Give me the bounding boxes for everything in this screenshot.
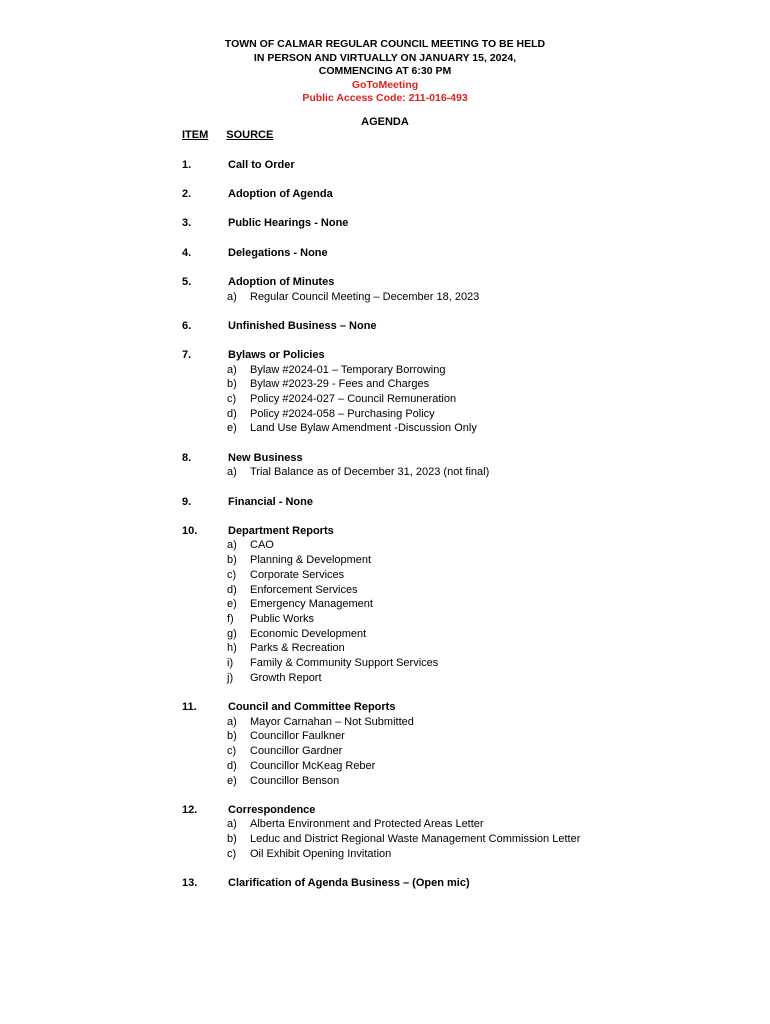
sub-item-text: Policy #2024-058 – Purchasing Policy bbox=[250, 407, 435, 420]
sub-item-letter: f) bbox=[227, 612, 234, 625]
sub-item-letter: c) bbox=[227, 745, 237, 758]
item-title: Public Hearings - None bbox=[228, 217, 349, 230]
sub-item bbox=[227, 597, 652, 612]
sub-item-text: Emergency Management bbox=[250, 598, 373, 611]
sub-item-text: Public Works bbox=[250, 612, 314, 625]
sub-item bbox=[227, 847, 652, 862]
sub-item-text: Councillor Gardner bbox=[250, 745, 343, 758]
sub-item bbox=[227, 641, 652, 656]
sub-item bbox=[227, 377, 652, 392]
sub-item bbox=[227, 421, 652, 436]
item-number: 1. bbox=[182, 159, 192, 171]
sub-items bbox=[227, 538, 652, 685]
sub-item bbox=[227, 392, 652, 407]
sub-item-text: CAO bbox=[250, 539, 274, 552]
sub-item bbox=[227, 568, 652, 583]
sub-item-text: Policy #2024-027 – Council Remuneration bbox=[250, 393, 457, 406]
sub-item-text: Growth Report bbox=[250, 671, 322, 684]
source-column-header: SOURCE bbox=[226, 129, 274, 141]
agenda-item-row bbox=[182, 524, 652, 539]
item-title: Correspondence bbox=[228, 803, 316, 816]
item-title: Call to Order bbox=[228, 159, 295, 171]
item-title: Adoption of Agenda bbox=[228, 188, 333, 201]
sub-item bbox=[227, 671, 652, 686]
agenda-item-row bbox=[182, 876, 652, 891]
sub-item-text: Planning & Development bbox=[250, 554, 372, 567]
agenda-item bbox=[182, 700, 652, 788]
agenda-item-row bbox=[182, 803, 652, 818]
item-number: 12. bbox=[182, 803, 198, 816]
agenda-item bbox=[182, 319, 652, 334]
sub-item-letter: e) bbox=[227, 598, 237, 611]
sub-item-text: Leduc and District Regional Waste Management Commission Letter bbox=[250, 833, 581, 846]
item-title: Delegations - None bbox=[228, 246, 328, 259]
agenda-item bbox=[182, 158, 652, 173]
sub-item-letter: a) bbox=[227, 363, 237, 376]
item-number: 3. bbox=[182, 217, 192, 230]
item-title: Bylaws or Policies bbox=[228, 348, 325, 361]
item-number: 13. bbox=[182, 877, 198, 890]
item-title: Council and Committee Reports bbox=[228, 700, 396, 713]
sub-item bbox=[227, 407, 652, 422]
sub-item bbox=[227, 832, 652, 847]
sub-item bbox=[227, 290, 652, 305]
sub-item-text: Trial Balance as of December 31, 2023 (not final) bbox=[250, 466, 490, 479]
sub-item-text: Councillor Faulkner bbox=[250, 730, 345, 743]
agenda-item-row bbox=[182, 216, 652, 231]
sub-item-text: Councillor McKeag Reber bbox=[250, 759, 376, 772]
sub-item-letter: c) bbox=[227, 393, 237, 406]
item-title: Department Reports bbox=[228, 524, 334, 537]
sub-item-letter: d) bbox=[227, 583, 237, 596]
sub-item bbox=[227, 465, 652, 480]
agenda-item bbox=[182, 216, 652, 231]
public-access-code: Public Access Code: 211-016-493 bbox=[302, 92, 468, 104]
sub-items bbox=[227, 290, 652, 305]
sub-item bbox=[227, 553, 652, 568]
sub-item bbox=[227, 627, 652, 642]
item-number: 8. bbox=[182, 451, 192, 464]
sub-item bbox=[227, 363, 652, 378]
sub-item-letter: a) bbox=[227, 290, 237, 303]
sub-item-letter: b) bbox=[227, 833, 237, 846]
sub-item-letter: d) bbox=[227, 759, 237, 772]
agenda-item-row bbox=[182, 348, 652, 363]
sub-item-letter: j) bbox=[227, 671, 234, 684]
sub-item bbox=[227, 817, 652, 832]
sub-item-letter: c) bbox=[227, 847, 237, 860]
sub-item bbox=[227, 729, 652, 744]
item-column-header: ITEM bbox=[182, 129, 209, 141]
sub-item-text: Councillor Benson bbox=[250, 774, 340, 787]
sub-item-letter: b) bbox=[227, 378, 237, 391]
sub-item-letter: b) bbox=[227, 554, 237, 567]
sub-item bbox=[227, 774, 652, 789]
sub-item-letter: a) bbox=[227, 539, 237, 552]
item-number: 5. bbox=[182, 275, 192, 288]
agenda-items bbox=[182, 158, 652, 905]
sub-item bbox=[227, 583, 652, 598]
sub-item-letter: i) bbox=[227, 657, 234, 670]
agenda-item bbox=[182, 524, 652, 686]
sub-item-letter: a) bbox=[227, 818, 237, 831]
agenda-item-row bbox=[182, 319, 652, 334]
item-number: 6. bbox=[182, 319, 192, 332]
sub-item-text: Land Use Bylaw Amendment -Discussion Only bbox=[250, 422, 477, 435]
sub-item-text: Mayor Carnahan – Not Submitted bbox=[250, 715, 414, 728]
sub-item-text: Parks & Recreation bbox=[250, 642, 345, 655]
agenda-item bbox=[182, 187, 652, 202]
item-number: 4. bbox=[182, 246, 192, 259]
meeting-header bbox=[0, 38, 770, 106]
item-number: 10. bbox=[182, 524, 198, 537]
sub-item-letter: b) bbox=[227, 730, 237, 743]
agenda-item-row bbox=[182, 187, 652, 202]
sub-item bbox=[227, 744, 652, 759]
sub-item-text: Corporate Services bbox=[250, 568, 345, 581]
sub-item-letter: g) bbox=[227, 627, 237, 640]
meeting-platform: GoToMeeting bbox=[351, 78, 419, 91]
agenda-item-row bbox=[182, 451, 652, 466]
sub-item-letter: e) bbox=[227, 422, 237, 435]
item-number: 11. bbox=[182, 700, 197, 713]
agenda-item-row bbox=[182, 275, 652, 290]
sub-item-text: Enforcement Services bbox=[250, 583, 358, 596]
sub-item bbox=[227, 538, 652, 553]
sub-items bbox=[227, 465, 652, 480]
item-number: 7. bbox=[182, 348, 192, 361]
sub-items bbox=[227, 715, 652, 789]
sub-item-letter: d) bbox=[227, 407, 237, 420]
agenda-item bbox=[182, 451, 652, 480]
agenda-item bbox=[182, 495, 652, 510]
item-number: 9. bbox=[182, 495, 192, 508]
sub-item-text: Oil Exhibit Opening Invitation bbox=[250, 847, 392, 860]
sub-item-letter: h) bbox=[227, 642, 237, 655]
sub-items bbox=[227, 817, 652, 861]
agenda-item bbox=[182, 348, 652, 436]
sub-item bbox=[227, 715, 652, 730]
agenda-item-row bbox=[182, 700, 652, 715]
sub-item bbox=[227, 612, 652, 627]
item-title: Financial - None bbox=[228, 495, 313, 508]
agenda-item bbox=[182, 803, 652, 862]
header-line-1: TOWN OF CALMAR REGULAR COUNCIL MEETING TO BE HELD bbox=[224, 38, 546, 50]
column-headers bbox=[182, 129, 273, 141]
sub-item-letter: e) bbox=[227, 774, 237, 787]
sub-item-text: Regular Council Meeting – December 18, 2023 bbox=[250, 290, 480, 303]
agenda-item-row bbox=[182, 495, 652, 510]
agenda-item-row bbox=[182, 246, 652, 261]
sub-item-text: Alberta Environment and Protected Areas Letter bbox=[250, 818, 484, 831]
sub-item-text: Economic Development bbox=[250, 627, 367, 640]
agenda-item-row bbox=[182, 158, 652, 173]
sub-item-text: Bylaw #2024-01 – Temporary Borrowing bbox=[250, 363, 446, 376]
sub-item-letter: a) bbox=[227, 466, 237, 479]
agenda-item bbox=[182, 246, 652, 261]
sub-item-letter: a) bbox=[227, 715, 237, 728]
agenda-item bbox=[182, 275, 652, 304]
sub-items bbox=[227, 363, 652, 437]
sub-item bbox=[227, 656, 652, 671]
item-title: New Business bbox=[228, 451, 303, 464]
item-title: Clarification of Agenda Business – (Open mic) bbox=[228, 877, 470, 890]
sub-item bbox=[227, 759, 652, 774]
header-line-2: IN PERSON AND VIRTUALLY ON JANUARY 15, 2024, bbox=[253, 51, 517, 64]
item-number: 2. bbox=[182, 188, 192, 201]
agenda-item bbox=[182, 876, 652, 891]
sub-item-letter: c) bbox=[227, 568, 237, 581]
header-line-3: COMMENCING AT 6:30 PM bbox=[318, 65, 452, 77]
item-title: Adoption of Minutes bbox=[228, 275, 335, 288]
sub-item-text: Bylaw #2023-29 - Fees and Charges bbox=[250, 378, 430, 391]
sub-item-text: Family & Community Support Services bbox=[250, 657, 439, 670]
item-title: Unfinished Business – None bbox=[228, 319, 377, 332]
agenda-title: AGENDA bbox=[361, 116, 409, 128]
